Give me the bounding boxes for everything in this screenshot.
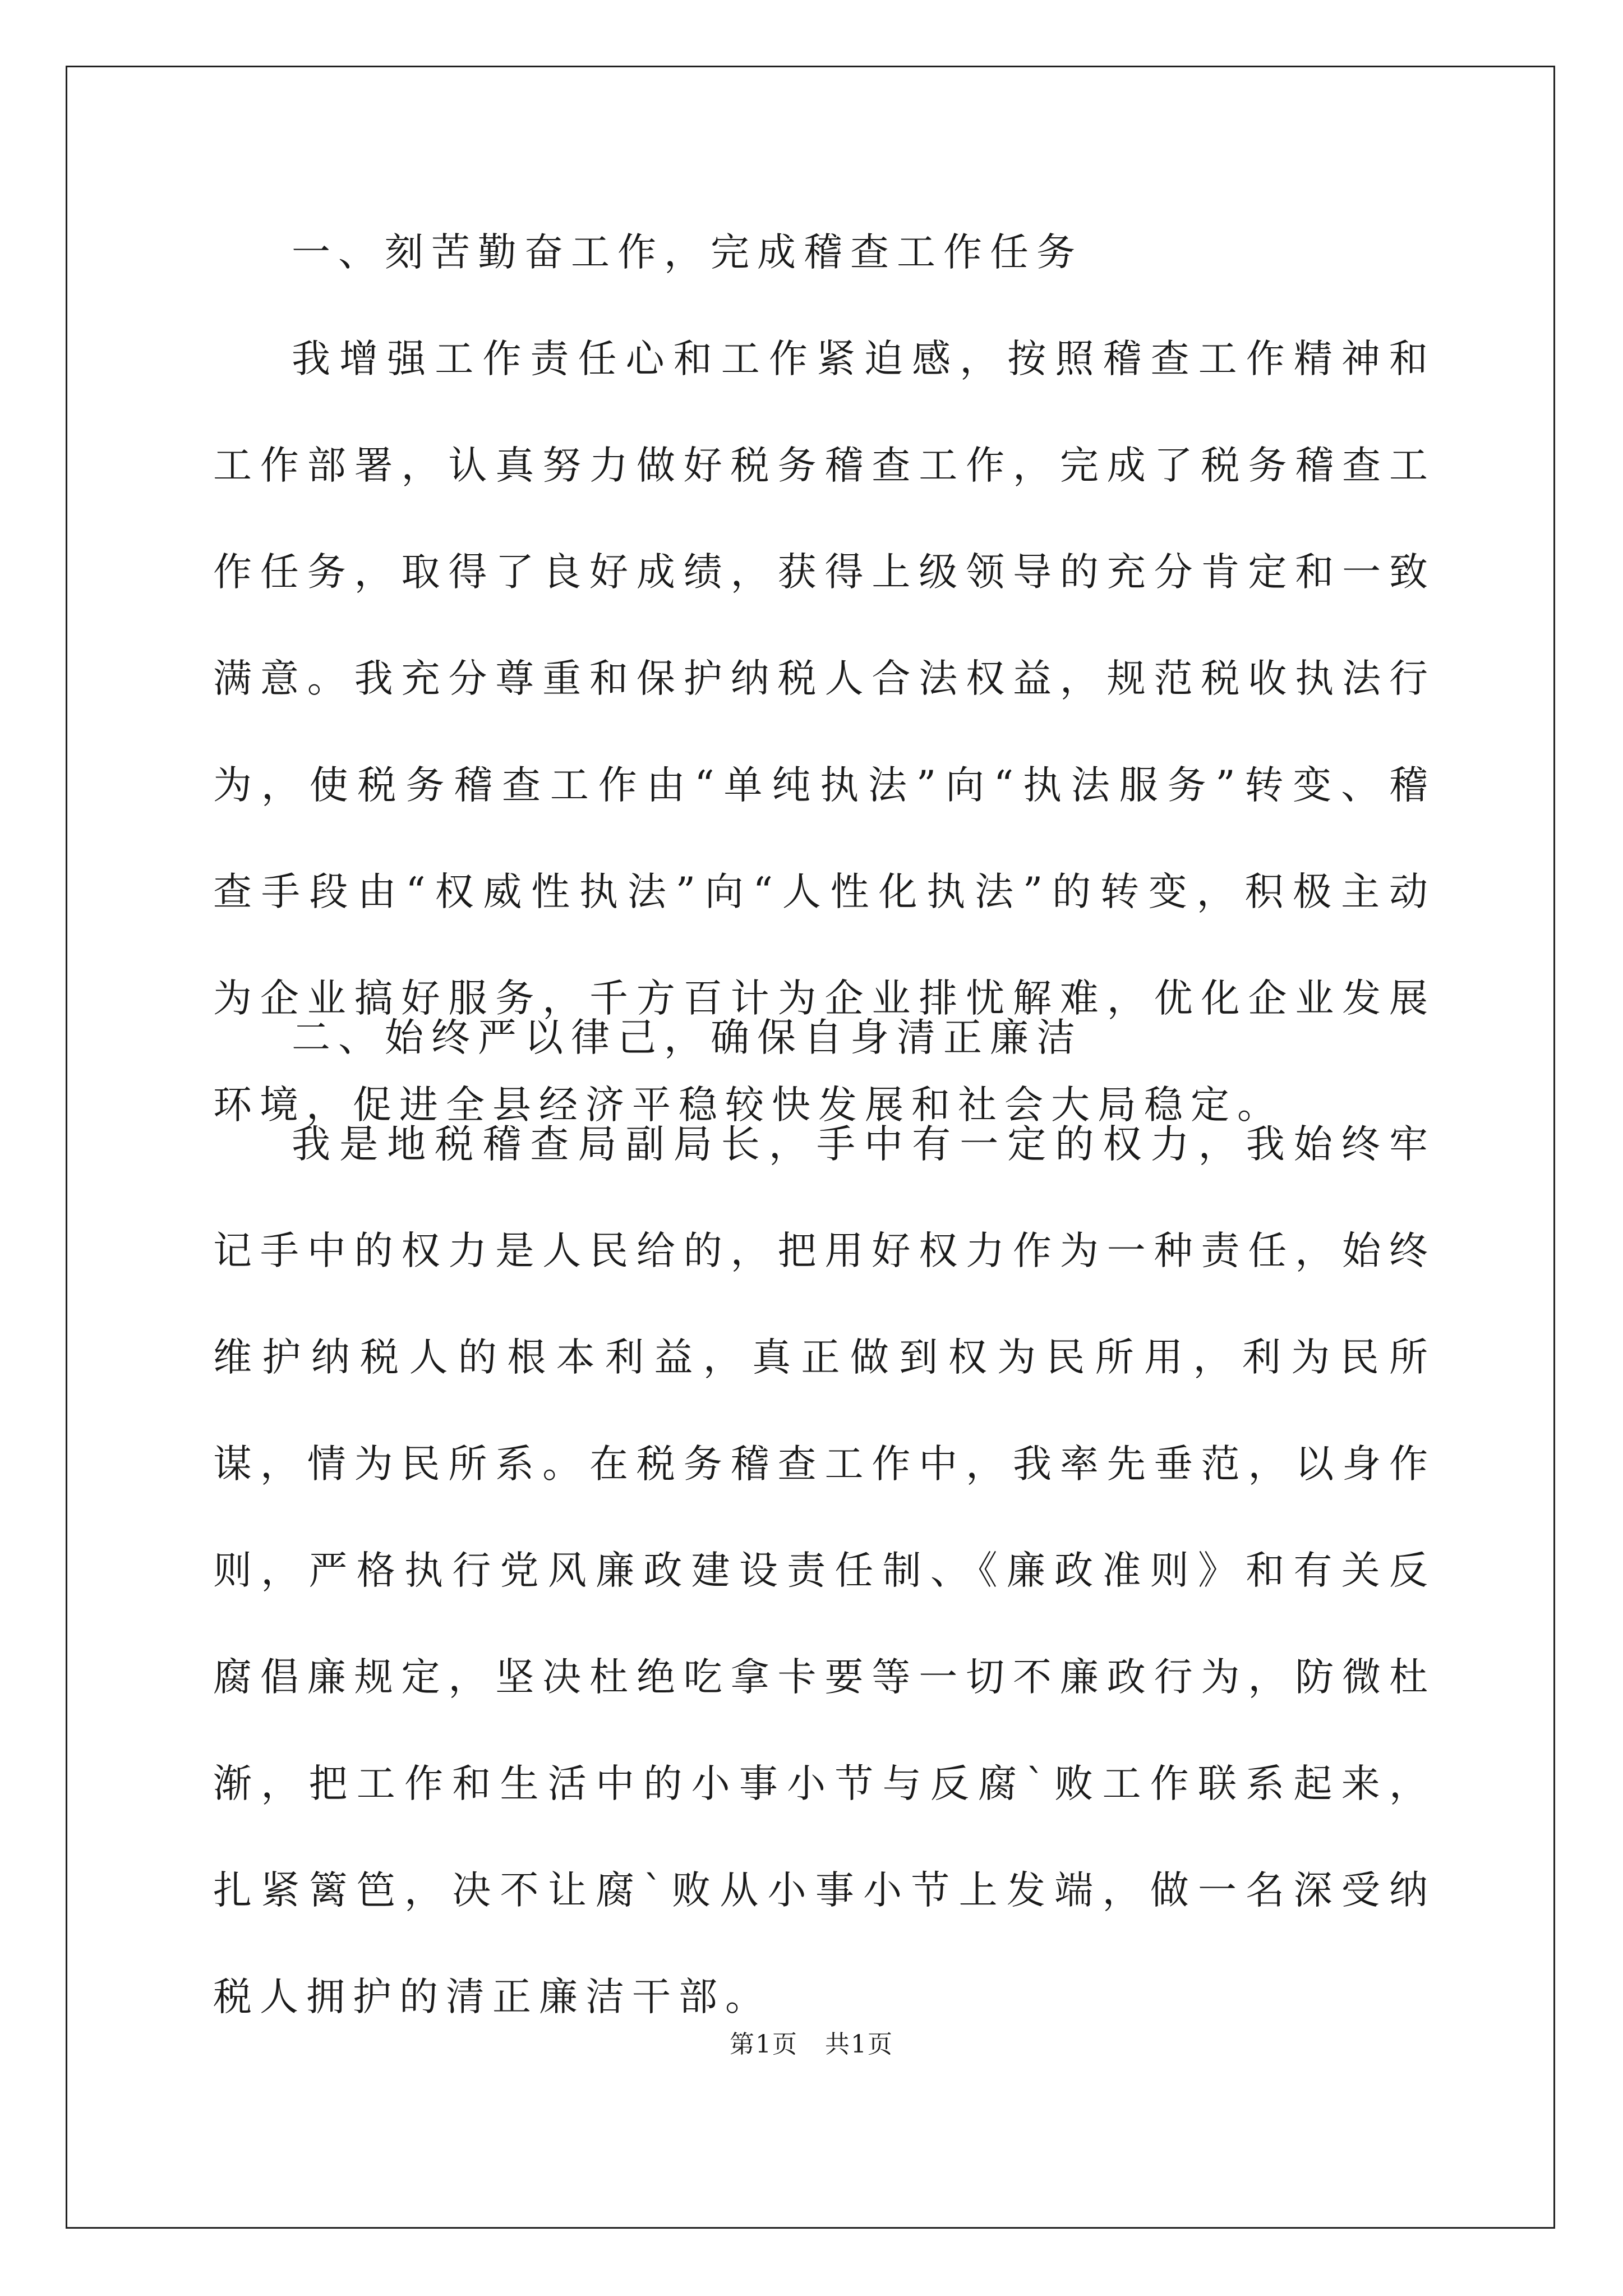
section-2-paragraph: 我是地税稽查局副局长，手中有一定的权力，我始终牢记手中的权力是人民给的，把用好权力作为一种责任，始终维护纳税人的根本利益，真正做到权为民所用，利为民所谋，情为民所系。在税务稽查工作中，我率先垂范，以身作则，严格执行党风廉政建设责任制、《廉政准则》和有关反腐倡廉规定，坚决杜绝吃拿卡要等一切不廉政行为，防微杜渐，把工作和生活中的小事小节与反腐`败工作联系起来，扎紧篱笆，决不让腐`败从小事小节上发端，做一名深受纳税人拥护的清正廉洁干部。 (213, 1122, 1436, 2019)
page-total: 共1页 (824, 2030, 893, 2059)
section-1-heading: 一、刻苦勤奋工作，完成稽查工作任务 (292, 230, 1083, 275)
page-footer (0, 2028, 1623, 2062)
section-2-heading: 二、始终严以律己，确保自身清正廉洁 (292, 1015, 1083, 1060)
section-1-paragraph: 我增强工作责任心和工作紧迫感，按照稽查工作精神和工作部署，认真努力做好税务稽查工作，完成了税务稽查工作任务，取得了良好成绩，获得上级领导的充分肯定和一致满意。我充分尊重和保护纳税人合法权益，规范税收执法行为，使税务稽查工作由“单纯执法”向“执法服务”转变、稽查手段由“权威性执法”向“人性化执法”的转变，积极主动为企业搞好服务，千方百计为企业排忧解难，优化企业发展环境，促进全县经济平稳较快发展和社会大局稳定。 (213, 337, 1436, 1128)
page-number: 第1页 (730, 2030, 799, 2059)
